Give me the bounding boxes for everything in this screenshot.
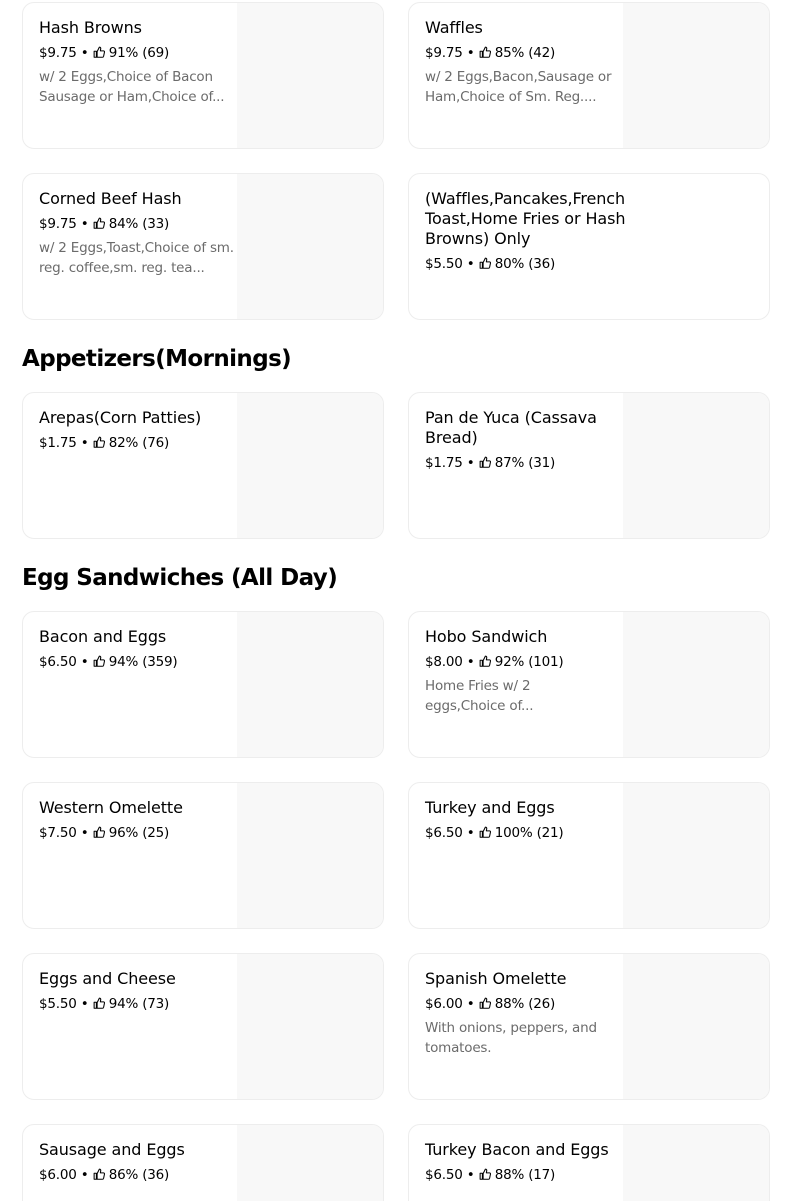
thumbs-up-icon <box>479 46 491 58</box>
menu-item-card[interactable] <box>22 1124 384 1201</box>
menu-item-card[interactable] <box>408 2 770 149</box>
thumbs-up-icon <box>479 1168 491 1180</box>
menu-item-rating: 92% (101) <box>494 654 564 670</box>
menu-item-price: $7.50 <box>39 825 77 841</box>
meta-separator: • <box>80 825 89 841</box>
menu-item-card[interactable] <box>408 173 770 320</box>
menu-item-image <box>237 612 383 757</box>
menu-item-price: $6.00 <box>425 996 463 1012</box>
menu-item-name: Hobo Sandwich <box>425 627 548 646</box>
menu-item-image <box>237 3 383 148</box>
thumbs-up-icon <box>93 217 105 229</box>
meta-separator: • <box>80 996 89 1012</box>
menu-item-info <box>39 969 235 1014</box>
menu-item-card[interactable] <box>408 782 770 929</box>
menu-item-meta <box>425 254 635 274</box>
menu-item-name: Waffles <box>425 18 483 37</box>
menu-item-meta <box>39 433 235 453</box>
menu-item-card[interactable] <box>22 392 384 539</box>
menu-item-meta <box>425 652 621 672</box>
meta-separator: • <box>466 45 475 61</box>
menu-item-rating: 100% (21) <box>494 825 564 841</box>
menu-item-info <box>39 189 235 278</box>
meta-separator: • <box>80 435 89 451</box>
menu-item-rating: 88% (26) <box>494 996 556 1012</box>
menu-item-rating: 94% (73) <box>108 996 170 1012</box>
menu-item-info <box>425 18 621 107</box>
thumbs-up-icon <box>479 456 491 468</box>
menu-item-image <box>623 612 769 757</box>
menu-item-description: w/ 2 Eggs,Bacon,Sausage or Ham,Choice of Sm. Reg.... <box>425 69 612 105</box>
menu-item-name: Bacon and Eggs <box>39 627 167 646</box>
menu-item-card[interactable] <box>408 1124 770 1201</box>
menu-item-meta <box>425 43 621 63</box>
menu-item-info <box>425 798 621 843</box>
thumbs-up-icon <box>479 826 491 838</box>
menu-item-meta <box>39 43 235 63</box>
menu-item-name: (Waffles,Pancakes,French Toast,Home Fries or Hash Browns) Only <box>425 189 626 248</box>
menu-item-info <box>39 627 235 672</box>
menu-item-name: Arepas(Corn Patties) <box>39 408 202 427</box>
menu-item-info <box>425 189 635 274</box>
menu-item-name: Pan de Yuca (Cassava Bread) <box>425 408 597 447</box>
meta-separator: • <box>80 1167 89 1183</box>
menu-item-card[interactable] <box>408 953 770 1100</box>
thumbs-up-icon <box>93 46 105 58</box>
menu-item-image <box>623 783 769 928</box>
menu-item-rating: 84% (33) <box>108 216 170 232</box>
menu-item-image <box>623 393 769 538</box>
menu-item-name: Sausage and Eggs <box>39 1140 185 1159</box>
menu-item-price: $9.75 <box>39 45 77 61</box>
menu-item-info <box>425 627 621 716</box>
menu-item-rating: 80% (36) <box>494 256 556 272</box>
menu-item-card[interactable] <box>22 611 384 758</box>
menu-item-price: $1.75 <box>425 455 463 471</box>
menu-item-image <box>237 1125 383 1201</box>
thumbs-up-icon <box>93 997 105 1009</box>
menu-item-meta <box>39 1165 235 1185</box>
menu-item-card[interactable] <box>22 2 384 149</box>
menu-item-meta <box>425 453 621 473</box>
menu-item-name: Corned Beef Hash <box>39 189 182 208</box>
meta-separator: • <box>466 996 475 1012</box>
menu-item-info <box>39 18 235 107</box>
menu-item-meta <box>425 994 621 1014</box>
menu-item-price: $5.50 <box>425 256 463 272</box>
menu-item-rating: 91% (69) <box>108 45 170 61</box>
menu-item-card[interactable] <box>408 392 770 539</box>
meta-separator: • <box>466 654 475 670</box>
thumbs-up-icon <box>93 436 105 448</box>
meta-separator: • <box>80 654 89 670</box>
menu-item-meta <box>39 214 235 234</box>
meta-separator: • <box>466 825 475 841</box>
menu-item-name: Turkey and Eggs <box>425 798 555 817</box>
section-title-appetizers: Appetizers(Mornings) <box>22 346 292 372</box>
menu-item-image <box>237 393 383 538</box>
menu-item-price: $9.75 <box>39 216 77 232</box>
menu-item-image <box>623 954 769 1099</box>
menu-item-rating: 82% (76) <box>108 435 170 451</box>
menu-item-price: $5.50 <box>39 996 77 1012</box>
menu-item-name: Western Omelette <box>39 798 183 817</box>
menu-item-rating: 96% (25) <box>108 825 170 841</box>
menu-item-info <box>425 1140 621 1185</box>
thumbs-up-icon <box>93 655 105 667</box>
menu-item-meta <box>425 1165 621 1185</box>
thumbs-up-icon <box>479 655 491 667</box>
menu-item-rating: 85% (42) <box>494 45 556 61</box>
menu-item-image <box>237 783 383 928</box>
menu-item-info <box>425 969 621 1058</box>
menu-item-card[interactable] <box>408 611 770 758</box>
meta-separator: • <box>466 256 475 272</box>
menu-item-rating: 88% (17) <box>494 1167 556 1183</box>
menu-item-image <box>623 3 769 148</box>
menu-item-price: $8.00 <box>425 654 463 670</box>
menu-item-meta <box>39 652 235 672</box>
menu-item-name: Eggs and Cheese <box>39 969 176 988</box>
thumbs-up-icon <box>93 826 105 838</box>
menu-item-price: $6.50 <box>425 1167 463 1183</box>
menu-item-description: w/ 2 Eggs,Toast,Choice of sm. reg. coffee,sm. reg. tea... <box>39 240 234 276</box>
section-title-egg-sandwiches: Egg Sandwiches (All Day) <box>22 565 338 591</box>
menu-item-rating: 87% (31) <box>494 455 556 471</box>
menu-item-price: $6.50 <box>39 654 77 670</box>
menu-item-info <box>425 408 621 473</box>
menu-item-description: With onions, peppers, and tomatoes. <box>425 1020 597 1056</box>
menu-item-name: Turkey Bacon and Eggs <box>425 1140 609 1159</box>
menu-item-info <box>39 408 235 453</box>
menu-item-card[interactable] <box>22 953 384 1100</box>
menu-item-price: $6.50 <box>425 825 463 841</box>
menu-item-image <box>237 954 383 1099</box>
meta-separator: • <box>466 455 475 471</box>
menu-item-image <box>623 1125 769 1201</box>
menu-item-card[interactable] <box>22 173 384 320</box>
menu-item-card[interactable] <box>22 782 384 929</box>
meta-separator: • <box>80 45 89 61</box>
thumbs-up-icon <box>479 997 491 1009</box>
thumbs-up-icon <box>479 257 491 269</box>
meta-separator: • <box>80 216 89 232</box>
menu-item-rating: 86% (36) <box>108 1167 170 1183</box>
menu-item-price: $9.75 <box>425 45 463 61</box>
menu-item-meta <box>425 823 621 843</box>
menu-item-info <box>39 798 235 843</box>
menu-item-rating: 94% (359) <box>108 654 178 670</box>
menu-item-meta <box>39 823 235 843</box>
menu-item-description: Home Fries w/ 2 eggs,Choice of... <box>425 678 534 714</box>
menu-item-price: $1.75 <box>39 435 77 451</box>
menu-item-name: Spanish Omelette <box>425 969 567 988</box>
menu-item-price: $6.00 <box>39 1167 77 1183</box>
thumbs-up-icon <box>93 1168 105 1180</box>
menu-item-description: w/ 2 Eggs,Choice of Bacon Sausage or Ham,Choice of... <box>39 69 225 105</box>
meta-separator: • <box>466 1167 475 1183</box>
menu-item-name: Hash Browns <box>39 18 142 37</box>
menu-item-image <box>237 174 383 319</box>
menu-item-meta <box>39 994 235 1014</box>
menu-item-info <box>39 1140 235 1185</box>
